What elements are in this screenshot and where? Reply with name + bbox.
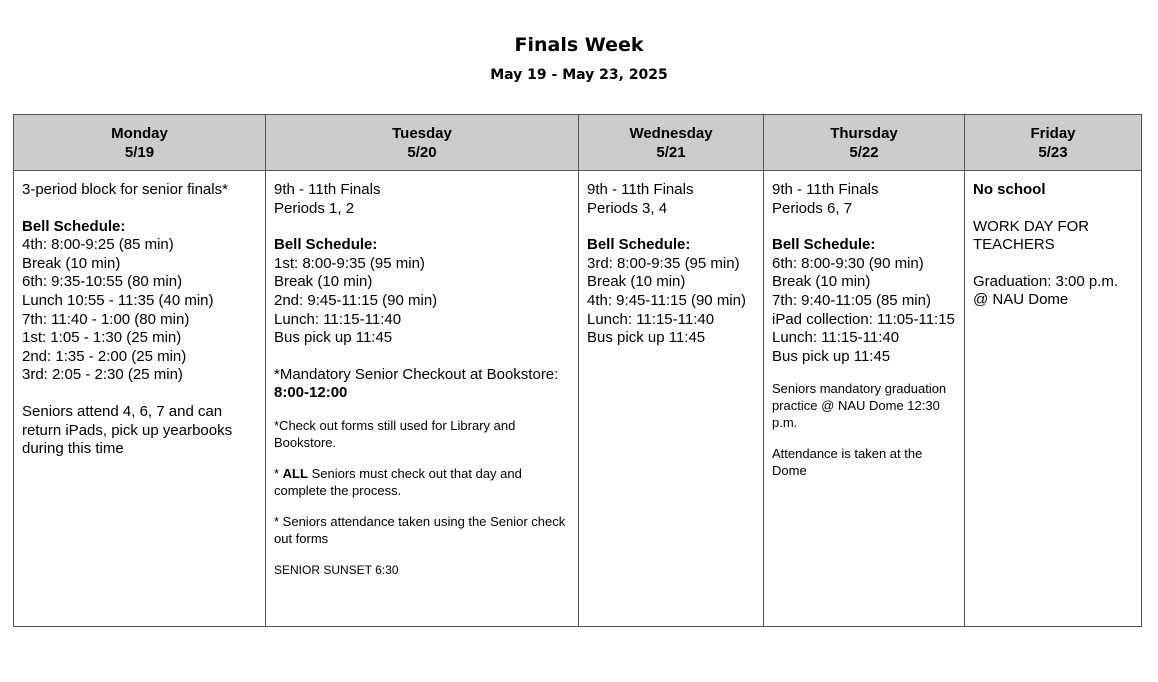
tuesday-forms-note: *Check out forms still used for Library and Bookstore. (274, 417, 516, 450)
all-bold: ALL (282, 465, 308, 481)
schedule-line: Lunch: 11:15-11:40 (274, 310, 402, 328)
friday-graduation: Graduation: 3:00 p.m. @ NAU Dome (973, 272, 1119, 309)
wednesday-periods: Periods 3, 4 (587, 199, 668, 217)
page-title: Finals Week (514, 34, 644, 56)
schedule-line: 2nd: 9:45-11:15 (90 min) (274, 291, 438, 309)
schedule-line: Break (10 min) (22, 254, 121, 272)
schedule-line: iPad collection: 11:05-11:15 (772, 310, 955, 328)
day-name: Monday (111, 124, 168, 142)
schedule-line: Bus pick up 11:45 (772, 347, 891, 365)
wednesday-finals: 9th - 11th Finals (587, 181, 694, 198)
schedule-row (14, 171, 1142, 627)
header-friday (965, 115, 1142, 171)
schedule-line: 4th: 9:45-11:15 (90 min) (587, 291, 746, 309)
header-monday (14, 115, 266, 171)
friday-no-school: No school (973, 181, 1046, 198)
day-name: Tuesday (392, 124, 452, 142)
tuesday-periods: Periods 1, 2 (274, 199, 355, 217)
tuesday-attendance-note: * Seniors attendance taken using the Senior check out forms (274, 513, 566, 546)
wednesday-cell (579, 171, 764, 627)
thursday-bell-heading: Bell Schedule: (772, 236, 876, 254)
thursday-practice-note: Seniors mandatory graduation practice @ NAU Dome 12:30 p.m. (772, 381, 947, 431)
header-wednesday (579, 115, 764, 171)
schedule-line: Break (10 min) (772, 273, 871, 291)
schedule-line: Lunch: 11:15-11:40 (772, 329, 900, 347)
all-rest: Seniors must check out that day and complete the process. (274, 465, 522, 498)
wednesday-bell-heading: Bell Schedule: (587, 236, 691, 254)
schedule-line: Bus pick up 11:45 (274, 329, 393, 347)
day-date: 5/20 (407, 143, 437, 161)
schedule-line: 3rd: 8:00-9:35 (95 min) (587, 254, 740, 272)
friday-work-day: WORK DAY FOR TEACHERS (973, 217, 1090, 254)
checkout-text: *Mandatory Senior Checkout at Bookstore: (274, 365, 559, 383)
day-name: Wednesday (629, 124, 713, 142)
schedule-line: 7th: 11:40 - 1:00 (80 min) (22, 310, 190, 328)
header-thursday (764, 115, 965, 171)
day-date: 5/23 (1038, 143, 1068, 161)
tuesday-checkout-note (274, 366, 571, 403)
schedule-line: 1st: 1:05 - 1:30 (25 min) (22, 329, 182, 347)
day-name: Thursday (830, 124, 898, 142)
schedule-line: Break (10 min) (587, 273, 686, 291)
tuesday-cell (266, 171, 579, 627)
schedule-line: 1st: 8:00-9:35 (95 min) (274, 254, 425, 272)
schedule-line: 3rd: 2:05 - 2:30 (25 min) (22, 366, 183, 384)
schedule-line: 4th: 8:00-9:25 (85 min) (22, 236, 174, 254)
tuesday-senior-sunset: SENIOR SUNSET 6:30 (274, 562, 399, 577)
schedule-line: Break (10 min) (274, 273, 373, 291)
friday-cell (965, 171, 1142, 627)
monday-bell-heading: Bell Schedule: (22, 217, 126, 235)
schedule-line: 6th: 9:35-10:55 (80 min) (22, 273, 183, 291)
thursday-finals: 9th - 11th Finals (772, 181, 879, 198)
schedule-line: Bus pick up 11:45 (587, 329, 706, 347)
header-tuesday (266, 115, 579, 171)
day-date: 5/22 (849, 143, 879, 161)
day-name: Friday (1030, 124, 1076, 142)
schedule-line: 2nd: 1:35 - 2:00 (25 min) (22, 347, 187, 365)
page-subtitle: May 19 - May 23, 2025 (490, 67, 668, 83)
monday-intro: 3-period block for senior finals* (22, 181, 228, 198)
thursday-cell (764, 171, 965, 627)
day-date: 5/19 (124, 143, 155, 161)
schedule-line: Lunch: 11:15-11:40 (587, 310, 715, 328)
thursday-periods: Periods 6, 7 (772, 199, 853, 217)
finals-week-table (13, 114, 1142, 627)
tuesday-bell-heading: Bell Schedule: (274, 236, 378, 254)
header-row (14, 115, 1142, 171)
schedule-line: 7th: 9:40-11:05 (85 min) (772, 291, 931, 309)
monday-note: Seniors attend 4, 6, 7 and can return iPads, pick up yearbooks during this time (22, 402, 233, 458)
tuesday-finals: 9th - 11th Finals (274, 181, 381, 198)
checkout-time: 8:00-12:00 (274, 384, 348, 402)
schedule-line: Lunch 10:55 - 11:35 (40 min) (22, 291, 214, 309)
schedule-line: 6th: 8:00-9:30 (90 min) (772, 254, 924, 272)
all-prefix: * (274, 465, 283, 481)
day-date: 5/21 (656, 143, 686, 161)
thursday-attendance-note: Attendance is taken at the Dome (772, 446, 923, 479)
tuesday-all-note (274, 465, 571, 499)
monday-cell (14, 171, 266, 627)
